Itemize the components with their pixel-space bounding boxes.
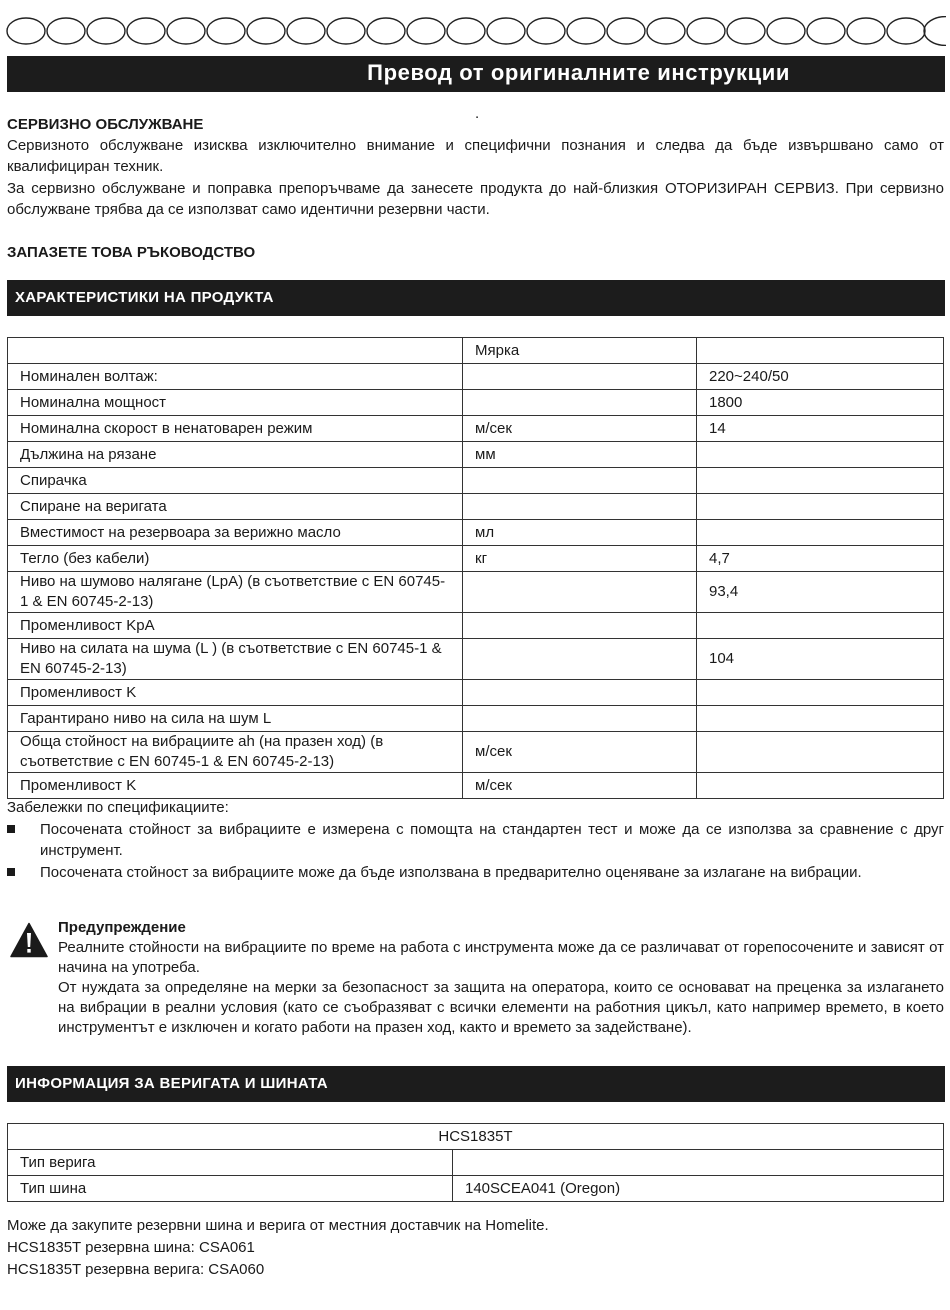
spec-unit bbox=[463, 639, 697, 680]
spec-unit bbox=[463, 706, 697, 732]
table-row bbox=[8, 546, 944, 572]
footer-line-3: HCS1835T резервна верига: CSA060 bbox=[7, 1261, 265, 1278]
tab-oval bbox=[567, 18, 605, 44]
spec-label: Вместимост на резервоара за верижно масло bbox=[8, 520, 463, 546]
tab-oval bbox=[527, 18, 565, 44]
table-row bbox=[8, 1150, 944, 1176]
tab-oval bbox=[487, 18, 525, 44]
spec-unit bbox=[463, 390, 697, 416]
spec-header-row bbox=[8, 338, 944, 364]
warning-triangle-icon bbox=[10, 922, 48, 958]
spec-unit: м/сек bbox=[463, 773, 697, 799]
spec-label: Спиране на веригата bbox=[8, 494, 463, 520]
spec-label: Гарантирано ниво на сила на шум L bbox=[8, 706, 463, 732]
spec-unit: м/сек bbox=[463, 416, 697, 442]
page-title: Превод от оригиналните инструкции bbox=[367, 60, 790, 85]
spec-label: Променливост KpA bbox=[8, 613, 463, 639]
table-row bbox=[8, 520, 944, 546]
tab-oval bbox=[647, 18, 685, 44]
service-paragraph-2: За сервизно обслужване и поправка препоръчваме да занесете продукта до най-близкия ОТОРИЗИРАН СЕРВИЗ. При сервизно обслужване трябва да се използват само идентични резервни части. bbox=[7, 180, 944, 218]
spec-label: Ниво на шумово налягане (LpA) (в съответствие с EN 60745-1 & EN 60745-2-13) bbox=[8, 572, 463, 613]
tab-oval bbox=[924, 17, 946, 46]
tab-oval bbox=[167, 18, 205, 44]
service-heading: СЕРВИЗНО ОБСЛУЖВАНЕ bbox=[7, 116, 204, 133]
table-row bbox=[8, 442, 944, 468]
tab-oval bbox=[207, 18, 245, 44]
spec-value: 14 bbox=[697, 416, 944, 442]
footer-line-2: HCS1835T резервна шина: CSA061 bbox=[7, 1239, 255, 1256]
table-row bbox=[8, 364, 944, 390]
table-row bbox=[8, 468, 944, 494]
keep-manual-heading: ЗАПАЗЕТЕ ТОВА РЪКОВОДСТВО bbox=[7, 244, 256, 261]
table-row bbox=[8, 680, 944, 706]
footer bbox=[7, 1215, 944, 1281]
note-text: Посочената стойност за вибрациите може да бъде използвана в предварително оценяване за излагане на вибрации. bbox=[40, 864, 862, 881]
tab-oval bbox=[807, 18, 845, 44]
chain-section-bar: ИНФОРМАЦИЯ ЗА ВЕРИГАТА И ШИНАТА bbox=[7, 1066, 945, 1102]
table-row bbox=[8, 613, 944, 639]
spec-label: Номинална мощност bbox=[8, 390, 463, 416]
spec-value bbox=[697, 706, 944, 732]
spec-label: Спирачка bbox=[8, 468, 463, 494]
chain-label: Тип верига bbox=[8, 1150, 453, 1176]
warning-block bbox=[58, 918, 944, 1038]
warning-title: Предупреждение bbox=[58, 919, 186, 936]
table-row bbox=[8, 1176, 944, 1202]
chain-value: 140SCEA041 (Oregon) bbox=[453, 1176, 944, 1202]
spec-value bbox=[697, 732, 944, 773]
spec-unit bbox=[463, 680, 697, 706]
bullet-square-icon bbox=[7, 868, 15, 876]
tab-oval bbox=[847, 18, 885, 44]
tab-oval bbox=[727, 18, 765, 44]
table-row bbox=[8, 416, 944, 442]
tab-oval bbox=[407, 18, 445, 44]
table-row bbox=[8, 572, 944, 613]
spec-value bbox=[697, 613, 944, 639]
spec-value bbox=[697, 773, 944, 799]
spec-value bbox=[697, 520, 944, 546]
tab-oval bbox=[887, 18, 925, 44]
service-paragraph-1: Сервизното обслужване изисква изключително внимание и специфични познания и следва да бъде извършвано само от квалифициран техник. bbox=[7, 137, 944, 175]
spec-unit bbox=[463, 572, 697, 613]
tab-oval bbox=[367, 18, 405, 44]
chain-value bbox=[453, 1150, 944, 1176]
spec-label: Променливост K bbox=[8, 773, 463, 799]
table-row bbox=[8, 773, 944, 799]
tab-oval bbox=[247, 18, 285, 44]
spec-label: Номинален волтаж: bbox=[8, 364, 463, 390]
table-row bbox=[8, 494, 944, 520]
spec-unit: м/сек bbox=[463, 732, 697, 773]
spec-unit: мл bbox=[463, 520, 697, 546]
spec-value: 4,7 bbox=[697, 546, 944, 572]
spec-label: Обща стойност на вибрациите ah (на празен ход) (в съответствие с EN 60745-1 & EN 60745-2-13) bbox=[8, 732, 463, 773]
spec-unit bbox=[463, 613, 697, 639]
table-row bbox=[8, 706, 944, 732]
spec-label: Ниво на силата на шума (L ) (в съответствие с EN 60745-1 & EN 60745-2-13) bbox=[8, 639, 463, 680]
spec-header-cell: Мярка bbox=[463, 338, 697, 364]
spec-label: Тегло (без кабели) bbox=[8, 546, 463, 572]
spec-unit bbox=[463, 364, 697, 390]
warning-paragraph-1: Реалните стойности на вибрациите по време на работа с инструмента може да се различават от горепосочените и зависят от начина на употреба. bbox=[58, 939, 944, 976]
notes-title: Забележки по спецификациите: bbox=[7, 799, 229, 816]
table-row bbox=[8, 639, 944, 680]
spec-unit bbox=[463, 468, 697, 494]
tab-oval bbox=[47, 18, 85, 44]
tab-oval bbox=[767, 18, 805, 44]
spec-header-cell bbox=[697, 338, 944, 364]
spec-value bbox=[697, 494, 944, 520]
tab-oval bbox=[687, 18, 725, 44]
chain-model-header: HCS1835T bbox=[8, 1124, 944, 1150]
bullet-square-icon bbox=[7, 825, 15, 833]
note-text: Посочената стойност за вибрациите е измерена с помощта на стандартен тест и може да се използва за сравнение с друг инструмент. bbox=[40, 821, 944, 859]
spec-header-cell bbox=[8, 338, 463, 364]
tab-oval bbox=[327, 18, 365, 44]
table-row bbox=[8, 732, 944, 773]
title-banner bbox=[7, 56, 945, 92]
table-row bbox=[8, 390, 944, 416]
page-tab-ovals bbox=[6, 16, 946, 46]
spec-label: Номинална скорост в ненатоварен режим bbox=[8, 416, 463, 442]
spec-label: Дължина на рязане bbox=[8, 442, 463, 468]
spec-notes bbox=[7, 799, 944, 884]
tab-oval bbox=[87, 18, 125, 44]
tab-oval bbox=[287, 18, 325, 44]
footer-line-1: Може да закупите резервни шина и верига от местния доставчик на Homelite. bbox=[7, 1217, 549, 1234]
spec-unit: кг bbox=[463, 546, 697, 572]
tab-oval bbox=[447, 18, 485, 44]
spec-table bbox=[7, 337, 944, 799]
note-item bbox=[7, 819, 944, 861]
spec-value bbox=[697, 680, 944, 706]
tab-oval bbox=[127, 18, 165, 44]
spec-value bbox=[697, 442, 944, 468]
spec-value: 104 bbox=[697, 639, 944, 680]
stray-dot: . bbox=[475, 105, 480, 122]
chain-label: Тип шина bbox=[8, 1176, 453, 1202]
chain-table bbox=[7, 1123, 944, 1202]
spec-value: 1800 bbox=[697, 390, 944, 416]
tab-oval bbox=[607, 18, 645, 44]
spec-value: 220~240/50 bbox=[697, 364, 944, 390]
spec-value: 93,4 bbox=[697, 572, 944, 613]
spec-label: Променливост K bbox=[8, 680, 463, 706]
spec-value bbox=[697, 468, 944, 494]
note-item bbox=[7, 862, 944, 883]
spec-unit bbox=[463, 494, 697, 520]
warning-paragraph-2: От нуждата за определяне на мерки за безопасност за защита на оператора, които се основават на преценка за излагането на вибрации в реални условия (като се съобразяват с всички елементи на работния цикъл, като например времето, в което инструментът е изключен и когато работи на празен ход, както и времето за задействане). bbox=[58, 979, 944, 1036]
spec-unit: мм bbox=[463, 442, 697, 468]
features-section-bar: ХАРАКТЕРИСТИКИ НА ПРОДУКТА bbox=[7, 280, 945, 316]
tab-oval bbox=[7, 18, 45, 44]
